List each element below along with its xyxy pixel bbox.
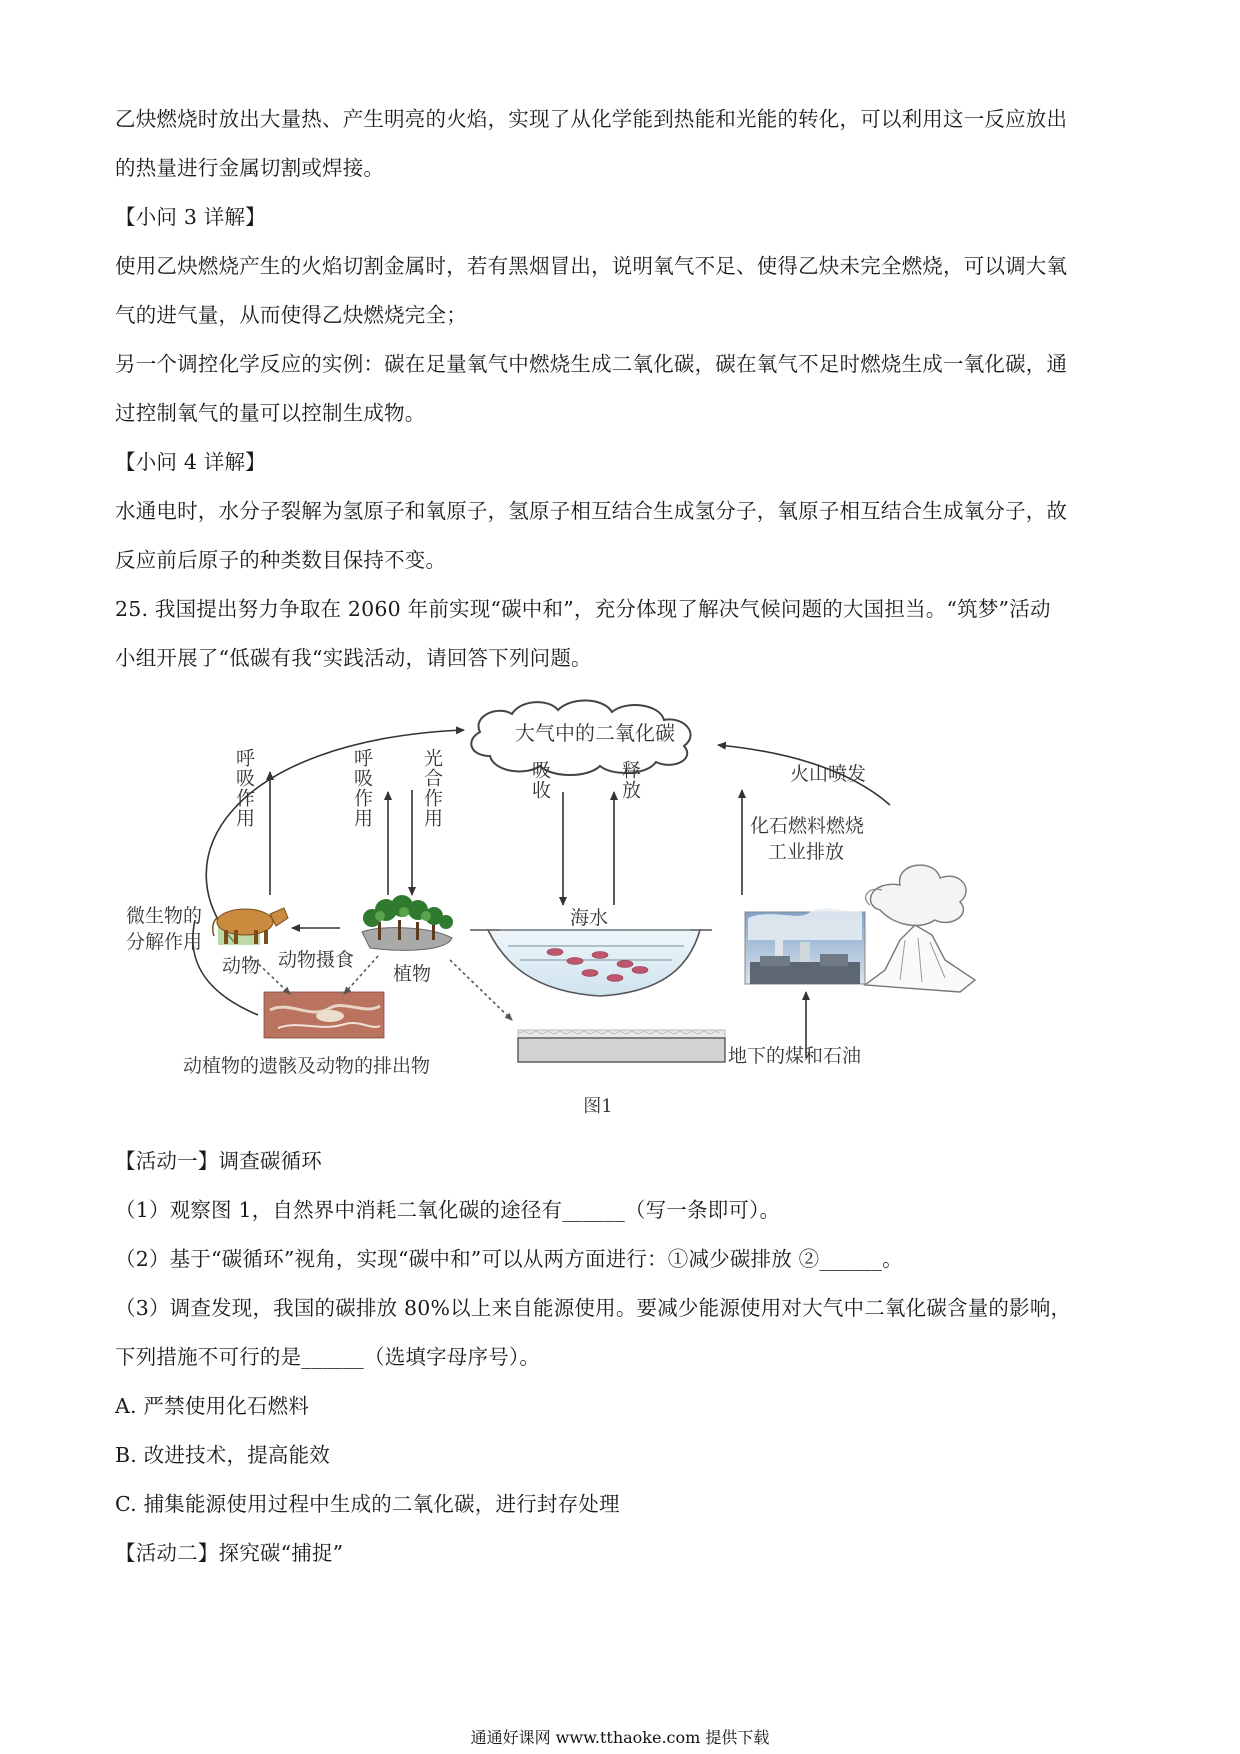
microbe-label-line1: 微生物的 — [126, 905, 203, 927]
plant-illustration — [362, 895, 453, 950]
release-label: 释放 — [619, 760, 641, 800]
section-heading: 【小问 3 详解】 — [115, 205, 266, 229]
question-1: （1）观察图 1，自然界中消耗二氧化碳的途径有______（写一条即可）。 — [115, 1198, 781, 1222]
plant-fossil-arrow — [450, 960, 512, 1020]
photosynthesis-label: 光合作用 — [421, 748, 443, 828]
option-c: C. 捕集能源使用过程中生成的二氧化碳，进行封存处理 — [115, 1492, 620, 1516]
paragraph: 水通电时，水分子裂解为氢原子和氧原子，氢原子相互结合生成氢分子，氧原子相互结合生成氧分子，故 — [115, 499, 1068, 523]
co2-cloud — [471, 700, 690, 775]
carbon-cycle-diagram — [0, 690, 1240, 1135]
activity-heading: 【活动二】探究碳“捕捉” — [115, 1541, 344, 1565]
animal-eat-label: 动物摄食 — [278, 949, 355, 971]
section-heading: 【小问 4 详解】 — [115, 450, 266, 474]
industry-emission-label: 工业排放 — [768, 841, 845, 863]
remains-label: 动植物的遗骸及动物的排出物 — [183, 1055, 431, 1077]
animal-respiration-label: 呼吸作用 — [233, 748, 255, 828]
volcano-illustration — [865, 865, 975, 992]
seawater-label: 海水 — [570, 907, 609, 929]
paragraph: 乙炔燃烧时放出大量热、产生明亮的火焰，实现了从化学能到热能和光能的转化，可以利用这一反应放出 — [115, 107, 1068, 131]
animal-label: 动物 — [222, 955, 261, 977]
absorb-label: 吸收 — [529, 760, 551, 800]
page-footer: 通通好课网 www.tthaoke.com 提供下载 — [470, 1728, 770, 1747]
sea-illustration — [470, 930, 712, 996]
paragraph: 气的进气量，从而使得乙炔燃烧完全； — [115, 303, 467, 327]
fossil-fuel-label: 化石燃料燃烧 — [750, 815, 865, 837]
remains-photo — [264, 992, 384, 1038]
figure-caption: 图1 — [583, 1096, 613, 1117]
question-25: 25. 我国提出努力争取在 2060 年前实现“碳中和”，充分体现了解决气候问题的大国担当。“筑梦”活动 — [115, 597, 1051, 621]
paragraph: 使用乙炔燃烧产生的火焰切割金属时，若有黑烟冒出，说明氧气不足、使得乙炔未完全燃烧，可以调大氧 — [115, 254, 1068, 278]
paragraph: 反应前后原子的种类数目保持不变。 — [115, 548, 447, 572]
factory-photo — [745, 908, 865, 984]
coal-oil-label: 地下的煤和石油 — [728, 1045, 862, 1067]
underground-coal-oil — [518, 1030, 725, 1062]
activity-heading: 【活动一】调查碳循环 — [115, 1149, 322, 1173]
paragraph: 小组开展了“低碳有我“实践活动，请回答下列问题。 — [115, 646, 592, 670]
plant-label: 植物 — [393, 963, 432, 985]
question-2: （2）基于“碳循环”视角，实现“碳中和”可以从两方面进行：①减少碳排放 ②______。 — [115, 1247, 903, 1271]
plant-respiration-label: 呼吸作用 — [351, 748, 373, 828]
paragraph: 下列措施不可行的是______（选填字母序号）。 — [115, 1345, 541, 1369]
microbe-label-line2: 分解作用 — [126, 931, 203, 953]
animal-illustration — [213, 908, 288, 945]
volcano-label: 火山喷发 — [790, 763, 867, 785]
cloud-label: 大气中的二氧化碳 — [515, 721, 675, 745]
paragraph: 的热量进行金属切割或焊接。 — [115, 156, 385, 180]
option-a: A. 严禁使用化石燃料 — [115, 1394, 310, 1418]
paragraph: 过控制氧气的量可以控制生成物。 — [115, 401, 426, 425]
paragraph: 另一个调控化学反应的实例：碳在足量氧气中燃烧生成二氧化碳，碳在氧气不足时燃烧生成一氧化碳，通 — [115, 352, 1068, 376]
question-3: （3）调查发现，我国的碳排放 80%以上来自能源使用。要减少能源使用对大气中二氧化碳含量的影响， — [115, 1296, 1072, 1320]
carbon-cycle-figure — [0, 690, 1240, 1135]
option-b: B. 改进技术，提高能效 — [115, 1443, 330, 1467]
